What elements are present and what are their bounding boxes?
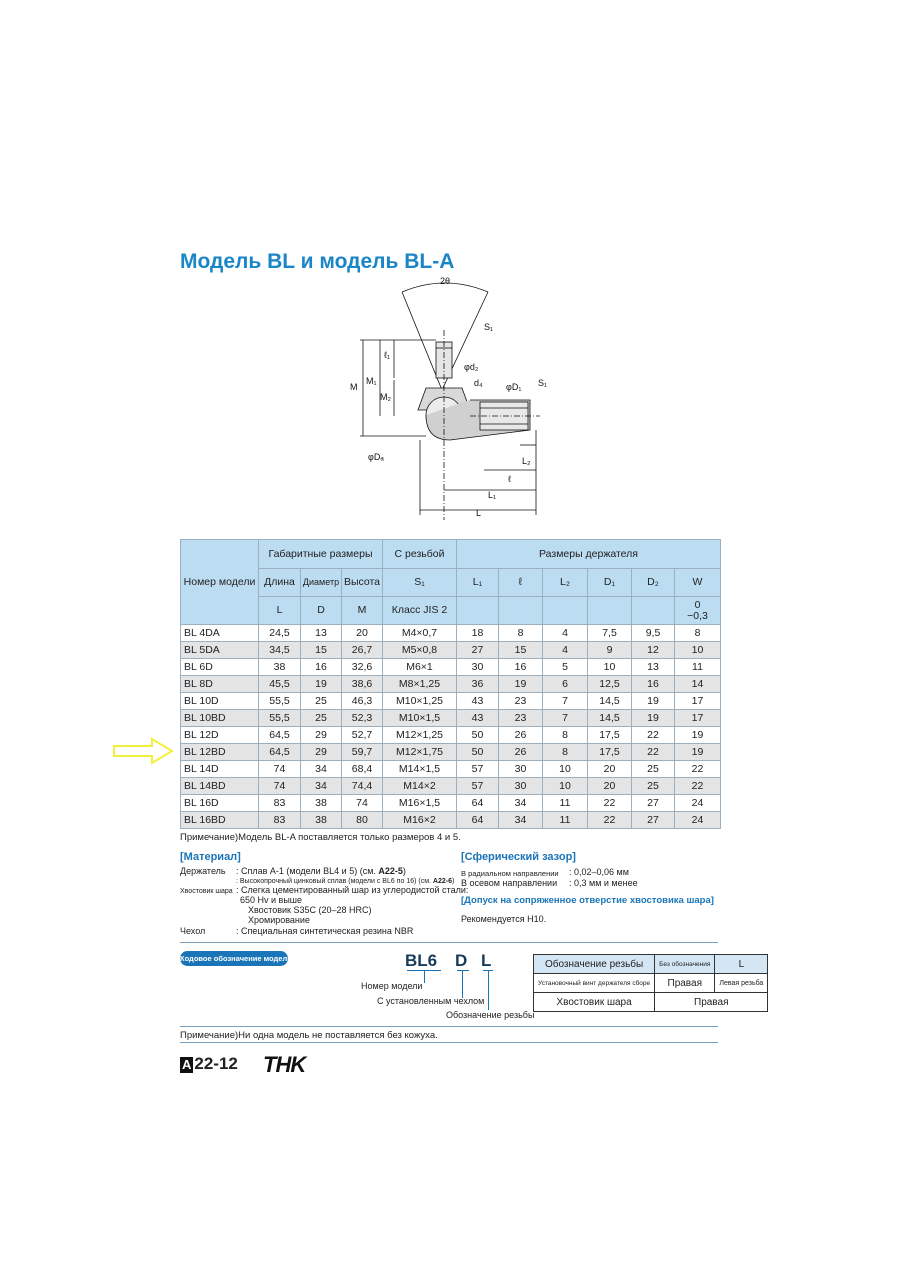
clearance-title: [Сферический зазор]	[461, 851, 576, 863]
value-cell: 10	[543, 761, 588, 778]
value-cell: 34	[499, 812, 543, 829]
value-cell: 22	[675, 761, 721, 778]
value-cell: 26	[499, 744, 543, 761]
model-code-badge: Кодовое обозначение модели	[180, 951, 288, 966]
header-sym-D: D	[301, 597, 342, 625]
value-cell: 25	[632, 761, 675, 778]
drawing-label-d1: φD₁	[506, 382, 522, 392]
code-leader-thread	[488, 970, 489, 1010]
table-row	[181, 625, 721, 642]
value-cell: 19	[301, 676, 342, 693]
material-boot-label: Чехол	[180, 926, 206, 936]
thread-header-none: Без обозначения	[655, 955, 715, 974]
value-cell: 24	[675, 795, 721, 812]
drawing-label-angle: 2θ	[440, 276, 451, 286]
divider-bottom	[180, 1042, 718, 1043]
code-part-thread: L	[481, 951, 492, 970]
code-leader-boot	[462, 970, 463, 998]
value-cell: 18	[457, 625, 499, 642]
value-cell: 55,5	[259, 693, 301, 710]
value-cell: 11	[543, 795, 588, 812]
value-cell: 64	[457, 812, 499, 829]
model-cell: BL 16BD	[181, 812, 259, 829]
highlight-arrow-icon	[112, 737, 174, 765]
value-cell: 8	[499, 625, 543, 642]
header-s1: S₁	[383, 569, 457, 597]
value-cell: 26	[499, 727, 543, 744]
value-cell: 83	[259, 812, 301, 829]
value-cell: 24,5	[259, 625, 301, 642]
model-cell: BL 16D	[181, 795, 259, 812]
model-cell: BL 14D	[181, 761, 259, 778]
value-cell: 32,6	[342, 659, 383, 676]
value-cell: 10	[543, 778, 588, 795]
value-cell: 7	[543, 710, 588, 727]
value-cell: 25	[301, 710, 342, 727]
value-cell: M6×1	[383, 659, 457, 676]
value-cell: 64,5	[259, 744, 301, 761]
value-cell: 16	[301, 659, 342, 676]
tolerance-text: Рекомендуется H10.	[461, 914, 547, 924]
value-cell: 14,5	[588, 693, 632, 710]
material-title: [Материал]	[180, 851, 241, 863]
drawing-label-L1: L₁	[488, 490, 497, 500]
value-cell: 27	[632, 795, 675, 812]
header-W: W	[675, 569, 721, 597]
value-cell: 74	[259, 778, 301, 795]
table-row	[181, 795, 721, 812]
value-cell: 6	[543, 676, 588, 693]
header-D2: D₂	[632, 569, 675, 597]
value-cell: 64,5	[259, 727, 301, 744]
table-row	[181, 676, 721, 693]
model-cell: BL 6D	[181, 659, 259, 676]
model-cell: BL 10D	[181, 693, 259, 710]
value-cell: 22	[675, 778, 721, 795]
value-cell: 57	[457, 761, 499, 778]
value-cell: 57	[457, 778, 499, 795]
value-cell: M16×1,5	[383, 795, 457, 812]
code-leader-model	[424, 970, 425, 983]
tolerance-title: [Допуск на сопряженное отверстие хвостовика шара]	[461, 895, 714, 906]
table-row	[181, 642, 721, 659]
value-cell: 13	[301, 625, 342, 642]
drawing-label-ell: ℓ	[508, 474, 511, 484]
model-cell: BL 5DA	[181, 642, 259, 659]
header-length: Длина	[259, 569, 301, 597]
value-cell: 34	[499, 795, 543, 812]
value-cell: 29	[301, 744, 342, 761]
value-cell: 59,7	[342, 744, 383, 761]
value-cell: 34	[301, 778, 342, 795]
value-cell: 7	[543, 693, 588, 710]
value-cell: 52,7	[342, 727, 383, 744]
value-cell: M10×1,25	[383, 693, 457, 710]
value-cell: 15	[499, 642, 543, 659]
thread-row1-label: Установочный винт держателя сборе	[534, 974, 655, 993]
value-cell: M16×2	[383, 812, 457, 829]
value-cell: 19	[675, 727, 721, 744]
header-thread: С резьбой	[383, 540, 457, 569]
header-model: Номер модели	[181, 540, 259, 625]
value-cell: 38,6	[342, 676, 383, 693]
table-row	[181, 812, 721, 829]
material-holder-label: Держатель	[180, 866, 226, 876]
divider-mid	[180, 1026, 718, 1027]
value-cell: 22	[588, 795, 632, 812]
value-cell: M14×1,5	[383, 761, 457, 778]
drawing-label-d2: φd₂	[464, 362, 479, 372]
value-cell: 50	[457, 727, 499, 744]
value-cell: 20	[588, 761, 632, 778]
header-height: Высота	[342, 569, 383, 597]
header-D1: D₁	[588, 569, 632, 597]
table-row	[181, 744, 721, 761]
header-overall: Габаритные размеры	[259, 540, 383, 569]
header-sym-M: M	[342, 597, 383, 625]
value-cell: 17	[675, 693, 721, 710]
value-cell: 14	[675, 676, 721, 693]
value-cell: 19	[632, 710, 675, 727]
value-cell: 5	[543, 659, 588, 676]
value-cell: 16	[499, 659, 543, 676]
table-row	[181, 727, 721, 744]
value-cell: 36	[457, 676, 499, 693]
value-cell: 10	[588, 659, 632, 676]
value-cell: 23	[499, 710, 543, 727]
drawing-label-m1: M₁	[366, 376, 377, 386]
value-cell: 8	[543, 744, 588, 761]
drawing-label-s1-right: S₁	[538, 378, 548, 388]
material-shank-line4: Хромирование	[248, 915, 310, 925]
table-row	[181, 693, 721, 710]
value-cell: 83	[259, 795, 301, 812]
brand-logo: THK	[263, 1052, 306, 1077]
drawing-label-m: M	[350, 382, 358, 392]
value-cell: 29	[301, 727, 342, 744]
drawing-label-L: L	[476, 508, 482, 518]
value-cell: 26,7	[342, 642, 383, 659]
value-cell: 34,5	[259, 642, 301, 659]
value-cell: 7,5	[588, 625, 632, 642]
w-tol-upper: 0	[694, 598, 701, 611]
model-cell: BL 8D	[181, 676, 259, 693]
value-cell: 23	[499, 693, 543, 710]
page-number-text: 22-12	[194, 1054, 238, 1073]
header-holder: Размеры держателя	[457, 540, 721, 569]
header-ell: ℓ	[499, 569, 543, 597]
w-tol-lower: −0,3	[687, 609, 708, 622]
table-row	[181, 778, 721, 795]
drawing-label-m2: M₂	[380, 392, 391, 402]
model-cell: BL 14BD	[181, 778, 259, 795]
value-cell: 19	[499, 676, 543, 693]
table-row	[181, 761, 721, 778]
value-cell: M12×1,75	[383, 744, 457, 761]
drawing-label-d4: d₄	[474, 378, 483, 388]
value-cell: M5×0,8	[383, 642, 457, 659]
table-row	[181, 710, 721, 727]
thread-row1-b: Левая резьба	[715, 974, 768, 993]
code-label-boot: С установленным чехлом	[377, 996, 485, 1006]
value-cell: 64	[457, 795, 499, 812]
material-shank-value: : Слегка цементированный шар из углеродистой стали:	[236, 885, 469, 895]
model-cell: BL 4DA	[181, 625, 259, 642]
page-title: Модель BL и модель BL-A	[180, 250, 455, 273]
header-diameter: Диаметр	[301, 569, 342, 597]
drawing-label-l1: ℓ₁	[384, 350, 390, 360]
table-row	[181, 659, 721, 676]
thread-header: Обозначение резьбы	[534, 955, 655, 974]
note-no-boot: Примечание)Ни одна модель не поставляется без кожуха.	[180, 1030, 438, 1041]
value-cell: 30	[499, 778, 543, 795]
value-cell: 22	[632, 727, 675, 744]
value-cell: M14×2	[383, 778, 457, 795]
value-cell: 19	[675, 744, 721, 761]
divider-top	[180, 942, 718, 943]
spec-table	[180, 539, 721, 829]
value-cell: 74	[342, 795, 383, 812]
value-cell: M8×1,25	[383, 676, 457, 693]
value-cell: 43	[457, 710, 499, 727]
value-cell: 17	[675, 710, 721, 727]
value-cell: 13	[632, 659, 675, 676]
material-holder-value2: : Высокопрочный цинковый сплав (модели с BL6 по 16) (см. A22-6)	[236, 878, 455, 885]
value-cell: 9	[588, 642, 632, 659]
value-cell: 46,3	[342, 693, 383, 710]
value-cell: 17,5	[588, 727, 632, 744]
model-cell: BL 10BD	[181, 710, 259, 727]
technical-drawing	[330, 270, 570, 525]
code-underline-boot	[457, 970, 469, 971]
value-cell: 25	[301, 693, 342, 710]
value-cell: 12	[632, 642, 675, 659]
value-cell: 50	[457, 744, 499, 761]
value-cell: 12,5	[588, 676, 632, 693]
value-cell: 20	[588, 778, 632, 795]
value-cell: 38	[259, 659, 301, 676]
value-cell: 38	[301, 795, 342, 812]
model-cell: BL 12D	[181, 727, 259, 744]
value-cell: 20	[342, 625, 383, 642]
model-cell: BL 12BD	[181, 744, 259, 761]
value-cell: 68,4	[342, 761, 383, 778]
value-cell: 17,5	[588, 744, 632, 761]
value-cell: M10×1,5	[383, 710, 457, 727]
thread-row2-label: Хвостовик шара	[534, 993, 655, 1012]
thread-row1-a: Правая	[655, 974, 715, 993]
material-shank-label: Хвостовик шара	[180, 888, 233, 895]
value-cell: 34	[301, 761, 342, 778]
header-L1: L₁	[457, 569, 499, 597]
value-cell: M4×0,7	[383, 625, 457, 642]
value-cell: 8	[675, 625, 721, 642]
value-cell: 4	[543, 642, 588, 659]
value-cell: 8	[543, 727, 588, 744]
value-cell: 16	[632, 676, 675, 693]
value-cell: 4	[543, 625, 588, 642]
clearance-axial-value: : 0,3 мм и менее	[569, 878, 638, 888]
value-cell: 9,5	[632, 625, 675, 642]
value-cell: 30	[457, 659, 499, 676]
clearance-axial-label: В осевом направлении	[461, 878, 558, 888]
drawing-label-s1-top: S₁	[484, 322, 494, 332]
value-cell: 14,5	[588, 710, 632, 727]
value-cell: 11	[543, 812, 588, 829]
value-cell: 10	[675, 642, 721, 659]
material-shank-line3: Хвостовик S35C (20–28 HRC)	[248, 905, 372, 915]
header-sym-L: L	[259, 597, 301, 625]
note-bl-a: Примечание)Модель BL-A поставляется только размеров 4 и 5.	[180, 832, 461, 843]
value-cell: 74,4	[342, 778, 383, 795]
drawing-label-da: φDₐ	[368, 452, 384, 462]
material-shank-line2: 650 Hv и выше	[240, 895, 303, 905]
header-jis: Класс JIS 2	[383, 597, 457, 625]
material-boot-value: : Специальная синтетическая резина NBR	[236, 926, 414, 936]
clearance-radial-label: В радиальном направлении	[461, 869, 559, 878]
page-number	[180, 1054, 238, 1074]
value-cell: 19	[632, 693, 675, 710]
value-cell: 55,5	[259, 710, 301, 727]
header-L2: L₂	[543, 569, 588, 597]
drawing-label-l2: L₂	[522, 456, 531, 466]
material-holder-value: : Сплав А-1 (модели BL4 и 5) (см. A22-5)	[236, 866, 406, 876]
value-cell: 52,3	[342, 710, 383, 727]
thread-header-l: L	[715, 955, 768, 974]
value-cell: 43	[457, 693, 499, 710]
code-part-boot: D	[455, 951, 468, 970]
code-part-model: BL6	[405, 951, 438, 970]
clearance-radial-value: : 0,02–0,06 мм	[569, 867, 629, 877]
value-cell: 27	[457, 642, 499, 659]
page-section-box: A	[182, 1057, 192, 1072]
value-cell: 27	[632, 812, 675, 829]
value-cell: M12×1,25	[383, 727, 457, 744]
thread-row2-a: Правая	[655, 993, 768, 1012]
value-cell: 38	[301, 812, 342, 829]
code-label-model: Номер модели	[361, 981, 423, 991]
value-cell: 15	[301, 642, 342, 659]
code-label-thread: Обозначение резьбы	[446, 1010, 535, 1020]
value-cell: 24	[675, 812, 721, 829]
value-cell: 11	[675, 659, 721, 676]
value-cell: 80	[342, 812, 383, 829]
value-cell: 25	[632, 778, 675, 795]
value-cell: 22	[632, 744, 675, 761]
value-cell: 30	[499, 761, 543, 778]
thread-table	[533, 954, 768, 1012]
value-cell: 22	[588, 812, 632, 829]
value-cell: 45,5	[259, 676, 301, 693]
value-cell: 74	[259, 761, 301, 778]
